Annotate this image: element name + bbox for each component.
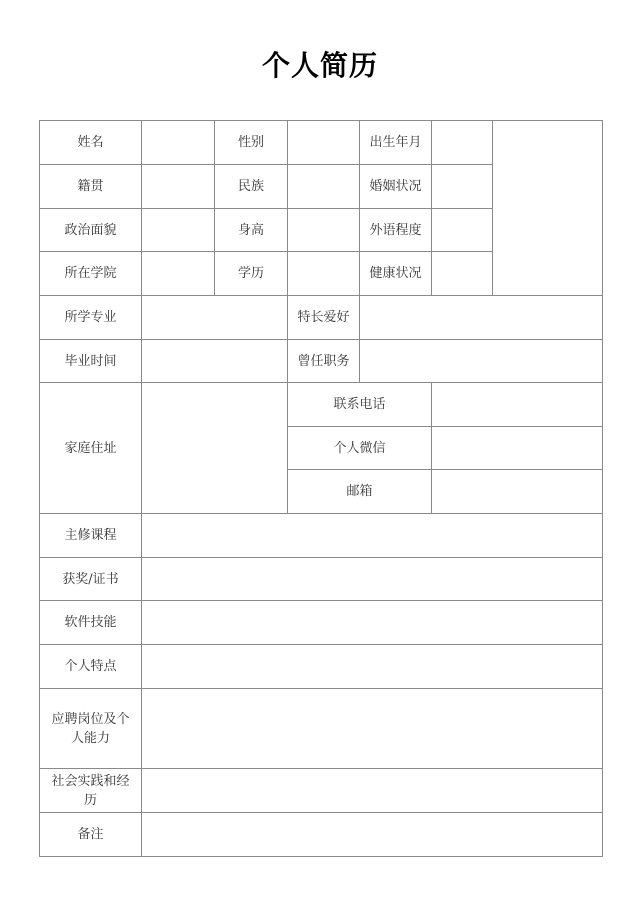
label-birth: 出生年月 xyxy=(360,121,432,165)
field-foreign-lang[interactable] xyxy=(432,209,493,252)
field-college[interactable] xyxy=(142,252,215,296)
label-job-ability: 应聘岗位及个人能力 xyxy=(40,689,142,769)
page-title: 个人简历 xyxy=(261,49,378,82)
field-education[interactable] xyxy=(288,252,360,296)
label-practice: 社会实践和经历 xyxy=(40,769,142,813)
label-college: 所在学院 xyxy=(40,252,142,296)
label-gender: 性别 xyxy=(215,121,288,165)
field-phone[interactable] xyxy=(432,383,603,427)
field-hobbies[interactable] xyxy=(360,296,603,340)
resume-table xyxy=(39,120,603,857)
field-name[interactable] xyxy=(142,121,215,165)
photo-box[interactable] xyxy=(493,121,603,296)
label-marital: 婚姻状况 xyxy=(360,165,432,209)
label-positions: 曾任职务 xyxy=(288,340,360,383)
field-software[interactable] xyxy=(142,601,603,645)
field-email[interactable] xyxy=(432,470,603,514)
label-grad-time: 毕业时间 xyxy=(40,340,142,383)
field-ethnicity[interactable] xyxy=(288,165,360,209)
field-traits[interactable] xyxy=(142,645,603,689)
field-health[interactable] xyxy=(432,252,493,296)
field-practice[interactable] xyxy=(142,769,603,813)
label-health: 健康状况 xyxy=(360,252,432,296)
label-email: 邮箱 xyxy=(288,470,432,514)
field-native-place[interactable] xyxy=(142,165,215,209)
label-address: 家庭住址 xyxy=(40,383,142,514)
field-positions[interactable] xyxy=(360,340,603,383)
field-major[interactable] xyxy=(142,296,288,340)
label-traits: 个人特点 xyxy=(40,645,142,689)
label-education: 学历 xyxy=(215,252,288,296)
field-job-ability[interactable] xyxy=(142,689,603,769)
field-birth[interactable] xyxy=(432,121,493,165)
label-ethnicity: 民族 xyxy=(215,165,288,209)
field-height[interactable] xyxy=(288,209,360,252)
field-grad-time[interactable] xyxy=(142,340,288,383)
field-marital[interactable] xyxy=(432,165,493,209)
field-awards[interactable] xyxy=(142,558,603,601)
label-foreign-lang: 外语程度 xyxy=(360,209,432,252)
label-political: 政治面貌 xyxy=(40,209,142,252)
label-courses: 主修课程 xyxy=(40,514,142,558)
field-political[interactable] xyxy=(142,209,215,252)
label-awards: 获奖/证书 xyxy=(40,558,142,601)
label-name: 姓名 xyxy=(40,121,142,165)
label-hobbies: 特长爱好 xyxy=(288,296,360,340)
field-courses[interactable] xyxy=(142,514,603,558)
label-major: 所学专业 xyxy=(40,296,142,340)
label-software: 软件技能 xyxy=(40,601,142,645)
field-gender[interactable] xyxy=(288,121,360,165)
field-address[interactable] xyxy=(142,383,288,514)
field-notes[interactable] xyxy=(142,813,603,857)
label-native-place: 籍贯 xyxy=(40,165,142,209)
label-height: 身高 xyxy=(215,209,288,252)
label-phone: 联系电话 xyxy=(288,383,432,427)
label-notes: 备注 xyxy=(40,813,142,857)
label-wechat: 个人微信 xyxy=(288,427,432,470)
field-wechat[interactable] xyxy=(432,427,603,470)
